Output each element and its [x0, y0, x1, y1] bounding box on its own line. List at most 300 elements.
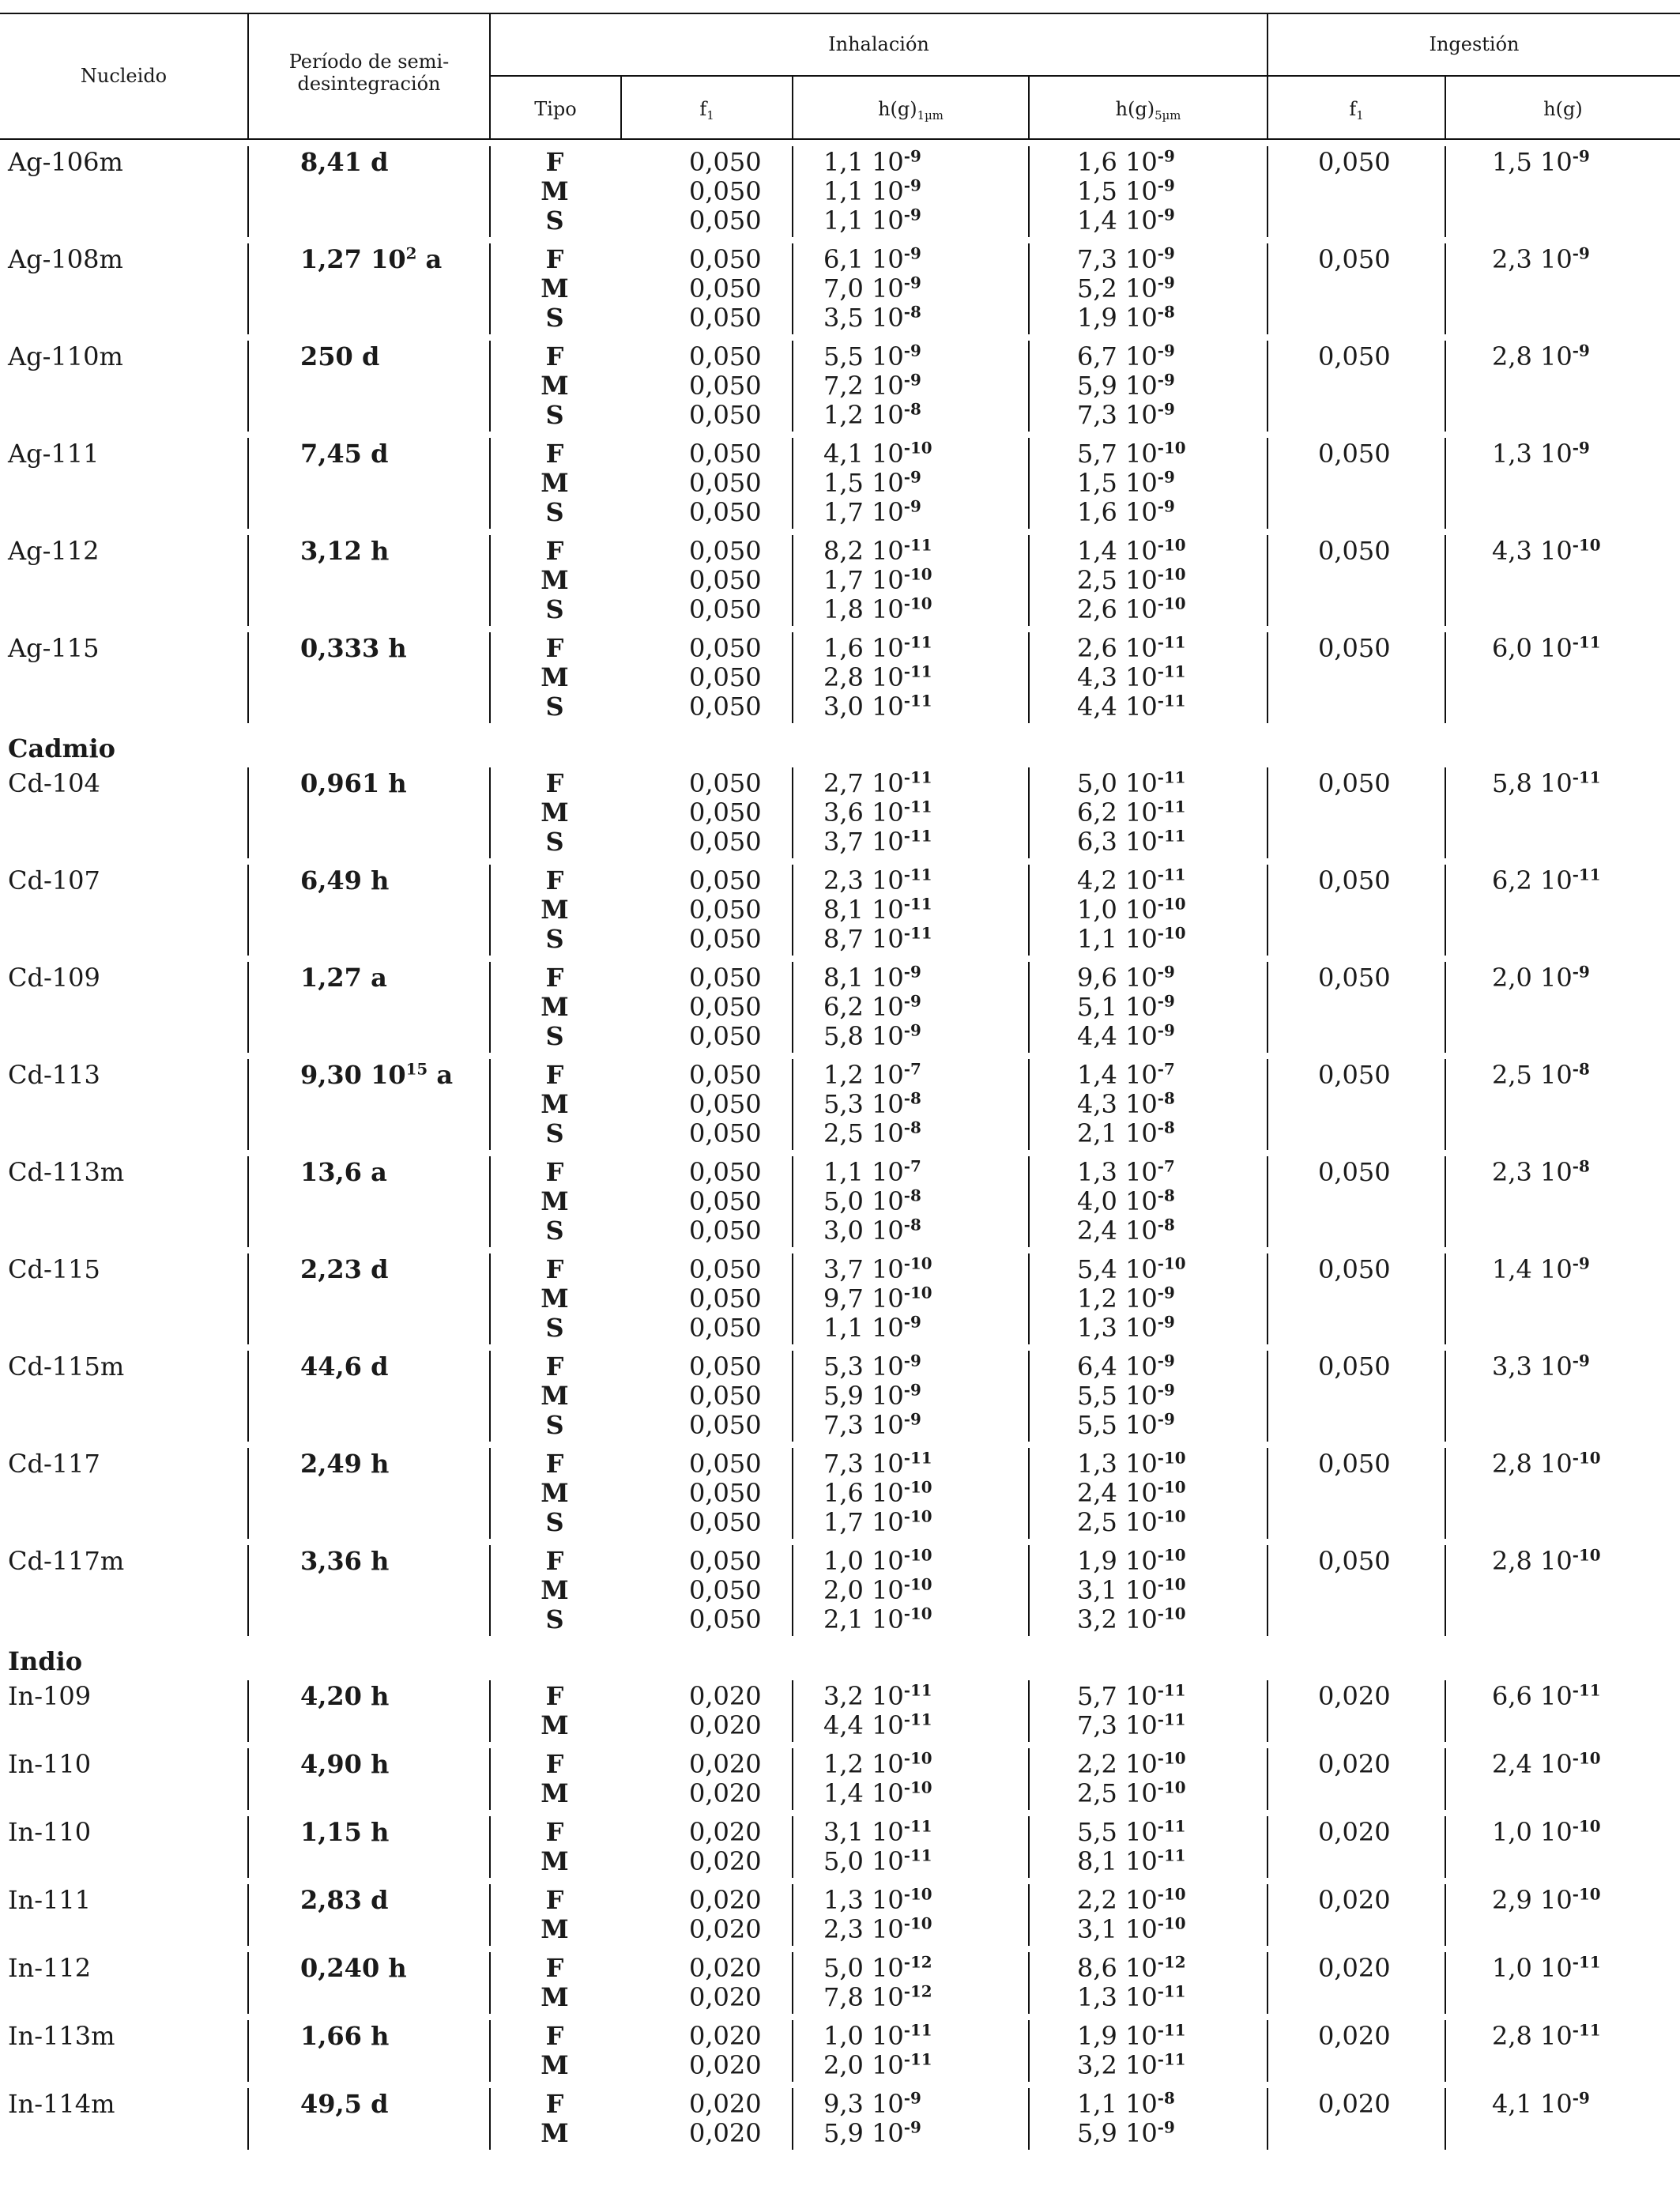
ingestion-dose-coeff: 2,5 $10^{-8}$	[1492, 1059, 1590, 1090]
inhalation-f1: 0,050	[689, 865, 762, 895]
half-life	[300, 634, 407, 663]
dose-coeff-5um: 3,2 $10^{-10}$	[1077, 1604, 1186, 1634]
dose-coeff-5um-exponent: -11	[1157, 2049, 1186, 2069]
ingestion-dose-coeff-exponent: -10	[1572, 1448, 1601, 1468]
column-divider	[1028, 1253, 1030, 1344]
half-life	[300, 1352, 388, 1382]
dose-coeff-1um-exponent: -11	[903, 691, 932, 711]
dose-coeff-1um-exponent: -9	[903, 205, 921, 224]
dose-coeff-1um: 1,2 $10^{-7}$	[823, 1059, 921, 1090]
half-life-exponent: 2	[405, 243, 417, 263]
section-heading: Indio	[8, 1646, 83, 1676]
column-divider	[1445, 865, 1446, 956]
dose-coeff-1um-mantissa: 8,7	[823, 924, 864, 954]
dose-coeff-5um-mantissa: 1,6	[1077, 497, 1117, 527]
dose-coeff-5um: 2,5 $10^{-10}$	[1077, 1777, 1186, 1808]
inhalation-f1: 0,050	[689, 797, 762, 827]
nuclide-name: Cd-117	[8, 1449, 100, 1479]
header-f1-ingestion-subscript: 1	[1356, 108, 1364, 123]
header-f1	[622, 96, 792, 124]
absorption-type: M	[541, 273, 569, 303]
column-divider	[1445, 1156, 1446, 1247]
column-divider	[1028, 1952, 1030, 2014]
inhalation-f1: 0,050	[689, 992, 762, 1022]
column-divider	[489, 2088, 491, 2150]
dose-coeff-1um-mantissa: 3,1	[823, 1817, 864, 1847]
dose-coeff-1um-mantissa: 3,5	[823, 303, 864, 333]
dose-coeff-1um-exponent: -11	[903, 767, 932, 787]
dose-coeff-1um-exponent: -10	[903, 1913, 932, 1933]
dose-coeff-5um-exponent: -9	[1157, 1283, 1175, 1302]
nuclide-name: In-112	[8, 1953, 92, 1983]
absorption-type: F	[545, 1681, 564, 1711]
absorption-type: S	[545, 303, 564, 333]
half-life-value: 49,5 d	[300, 2089, 389, 2119]
dose-coeff-5um-exponent: -9	[1157, 991, 1175, 1011]
nuclide-name: Cd-115m	[8, 1351, 125, 1382]
dose-coeff-1um-exponent: -9	[903, 2088, 921, 2108]
dose-coeff-5um: 1,0 $10^{-10}$	[1077, 894, 1186, 925]
dose-coeff-1um-exponent: -12	[903, 1952, 932, 1972]
dose-coeff-5um: 4,2 $10^{-11}$	[1077, 865, 1186, 895]
dose-coeff-5um: 7,3 $10^{-11}$	[1077, 1710, 1186, 1740]
dose-coeff-5um-mantissa: 1,5	[1077, 468, 1117, 498]
dose-coeff-5um: 1,4 $10^{-7}$	[1077, 1059, 1175, 1090]
column-divider	[792, 146, 793, 237]
column-divider	[247, 1059, 249, 1150]
ingestion-dose-coeff-mantissa: 2,3	[1492, 244, 1532, 274]
dose-coeff-5um: 2,4 $10^{-8}$	[1077, 1215, 1175, 1246]
absorption-type: S	[545, 594, 564, 624]
half-life-value: 44,6 d	[300, 1351, 389, 1382]
inhalation-f1: 0,050	[689, 1449, 762, 1479]
dose-coeff-1um: 1,0 $10^{-10}$	[823, 1545, 932, 1576]
dose-coeff-1um-exponent: -7	[903, 1156, 921, 1176]
column-divider	[792, 1545, 793, 1636]
ingestion-f1: 0,050	[1318, 439, 1391, 469]
column-divider	[1028, 2020, 1030, 2082]
dose-coeff-5um-mantissa: 5,9	[1077, 371, 1117, 401]
dose-coeff-1um: 5,3 $10^{-8}$	[823, 1088, 921, 1119]
column-divider	[489, 341, 491, 432]
column-divider	[1267, 1448, 1268, 1539]
column-divider	[489, 1748, 491, 1810]
header-h5	[1030, 96, 1267, 124]
dose-coeff-5um-exponent: -9	[1157, 1380, 1175, 1400]
ingestion-dose-coeff-exponent: -9	[1572, 1253, 1590, 1273]
dose-coeff-5um: 1,2 $10^{-9}$	[1077, 1283, 1175, 1314]
inhalation-f1: 0,050	[689, 1313, 762, 1343]
half-life-value: 0,240 h	[300, 1953, 407, 1983]
dose-coeff-5um-exponent: -11	[1157, 797, 1186, 816]
dose-coeff-1um-mantissa: 1,2	[823, 400, 864, 430]
dose-coeff-5um-mantissa: 1,6	[1077, 147, 1117, 177]
dose-coeff-5um: 5,0 $10^{-11}$	[1077, 767, 1186, 798]
column-divider	[1445, 2020, 1446, 2082]
dose-coeff-5um-mantissa: 6,3	[1077, 827, 1117, 857]
inhalation-f1: 0,050	[689, 371, 762, 401]
dose-coeff-5um: 7,3 $10^{-9}$	[1077, 243, 1175, 274]
half-life-value: 1,66 h	[300, 2021, 390, 2051]
dose-coeff-5um: 4,4 $10^{-11}$	[1077, 691, 1186, 722]
column-divider	[1267, 1156, 1268, 1247]
ingestion-dose-coeff-mantissa: 2,3	[1492, 1157, 1532, 1187]
dose-coeff-5um: 6,3 $10^{-11}$	[1077, 826, 1186, 857]
dose-coeff-1um-mantissa: 1,7	[823, 565, 864, 595]
column-divider	[1445, 2088, 1446, 2150]
ingestion-dose-coeff: 5,8 $10^{-11}$	[1492, 767, 1601, 798]
dose-coeff-1um-exponent: -10	[903, 1748, 932, 1768]
ingestion-dose-coeff-exponent: -9	[1572, 2088, 1590, 2108]
column-divider	[792, 341, 793, 432]
dose-coeff-1um-exponent: -10	[903, 438, 932, 458]
dose-coeff-1um-exponent: -9	[903, 1312, 921, 1332]
ingestion-dose-coeff: 2,8 $10^{-11}$	[1492, 2020, 1601, 2051]
column-divider	[792, 1253, 793, 1344]
dose-coeff-5um-exponent: -11	[1157, 2020, 1186, 2040]
absorption-type: S	[545, 1410, 564, 1440]
absorption-type: M	[541, 1381, 569, 1411]
dose-coeff-5um-exponent: -10	[1157, 564, 1186, 584]
column-divider	[489, 1816, 491, 1878]
ingestion-dose-coeff-exponent: -11	[1572, 1680, 1601, 1700]
dose-coeff-5um-mantissa: 1,0	[1077, 895, 1117, 925]
dose-coeff-1um: 4,1 $10^{-10}$	[823, 438, 932, 469]
column-divider	[1028, 243, 1030, 334]
column-divider	[1267, 1816, 1268, 1878]
absorption-type: S	[545, 1118, 564, 1148]
column-divider	[1267, 2020, 1268, 2082]
column-divider	[247, 243, 249, 334]
inhalation-f1: 0,050	[689, 1021, 762, 1051]
dose-coeff-1um: 1,5 $10^{-9}$	[823, 467, 921, 498]
dose-coeff-5um-exponent: -9	[1157, 146, 1175, 166]
dose-coeff-1um: 2,3 $10^{-11}$	[823, 865, 932, 895]
dose-coeff-5um-exponent: -7	[1157, 1156, 1175, 1176]
absorption-type: F	[545, 865, 564, 895]
dose-coeff-5um-exponent: -11	[1157, 1816, 1186, 1836]
ingestion-f1: 0,050	[1318, 341, 1391, 371]
inhalation-f1: 0,050	[689, 827, 762, 857]
column-divider	[1445, 1545, 1446, 1636]
half-life-value: 7,45 d	[300, 439, 389, 469]
dose-coeff-5um-exponent: -10	[1157, 1253, 1186, 1273]
column-divider	[1445, 1816, 1446, 1878]
dose-coeff-5um-mantissa: 2,4	[1077, 1478, 1117, 1508]
dose-coeff-5um: 1,3 $10^{-10}$	[1077, 1448, 1186, 1479]
dose-coeff-1um: 7,2 $10^{-9}$	[823, 370, 921, 401]
inhalation-f1: 0,050	[689, 1216, 762, 1246]
dose-coeff-1um: 1,3 $10^{-10}$	[823, 1884, 932, 1915]
dose-coeff-5um: 2,5 $10^{-10}$	[1077, 1506, 1186, 1537]
column-divider	[1267, 438, 1268, 529]
dose-coeff-5um-mantissa: 5,0	[1077, 768, 1117, 798]
dose-coeff-5um: 2,2 $10^{-10}$	[1077, 1748, 1186, 1779]
inhalation-f1: 0,020	[689, 1710, 762, 1740]
dose-coeff-5um: 1,9 $10^{-10}$	[1077, 1545, 1186, 1576]
dose-coeff-1um-exponent: -8	[903, 302, 921, 322]
dose-coeff-1um-mantissa: 4,1	[823, 439, 864, 469]
inhalation-f1: 0,050	[689, 468, 762, 498]
half-life	[300, 537, 389, 566]
column-divider	[489, 146, 491, 237]
inhalation-f1: 0,020	[689, 1846, 762, 1876]
column-divider	[1267, 1680, 1268, 1742]
inhalation-f1: 0,050	[689, 633, 762, 663]
column-divider	[792, 865, 793, 956]
dose-coeff-5um: 4,3 $10^{-11}$	[1077, 662, 1186, 692]
header-f1-symbol: f	[699, 98, 707, 120]
column-divider	[1445, 438, 1446, 529]
ingestion-dose-coeff-exponent: -11	[1572, 632, 1601, 652]
ingestion-dose-coeff-mantissa: 2,8	[1492, 2021, 1532, 2051]
dose-coeff-1um: 5,9 $10^{-9}$	[823, 2117, 921, 2148]
absorption-type: F	[545, 2089, 564, 2119]
inhalation-f1: 0,050	[689, 1381, 762, 1411]
dose-coeff-1um-mantissa: 5,9	[823, 2118, 864, 2148]
column-divider	[792, 1816, 793, 1878]
dose-coeff-1um-mantissa: 3,6	[823, 797, 864, 827]
dose-coeff-1um-exponent: -9	[903, 496, 921, 516]
absorption-type: S	[545, 1313, 564, 1343]
dose-coeff-1um-exponent: -11	[903, 894, 932, 914]
dose-coeff-1um-exponent: -11	[903, 535, 932, 555]
half-life-exponent: 15	[405, 1059, 428, 1079]
ingestion-f1: 0,050	[1318, 633, 1391, 663]
dose-coeff-5um: 2,2 $10^{-10}$	[1077, 1884, 1186, 1915]
header-h1-symbol: h(g)	[878, 98, 917, 120]
ingestion-f1: 0,020	[1318, 1885, 1391, 1915]
absorption-type: F	[545, 1157, 564, 1187]
inhalation-f1: 0,050	[689, 662, 762, 692]
dose-coeff-5um-mantissa: 4,2	[1077, 865, 1117, 895]
dose-coeff-1um: 8,7 $10^{-11}$	[823, 923, 932, 954]
dose-coeff-1um-mantissa: 8,1	[823, 895, 864, 925]
absorption-type: F	[545, 341, 564, 371]
absorption-type: F	[545, 1817, 564, 1847]
dose-coeff-1um-exponent: -10	[903, 594, 932, 613]
ingestion-dose-coeff-exponent: -9	[1572, 962, 1590, 982]
column-divider	[1028, 146, 1030, 237]
ingestion-dose-coeff: 1,4 $10^{-9}$	[1492, 1253, 1590, 1284]
half-life	[300, 1061, 453, 1090]
nuclide-name: Ag-106m	[8, 147, 123, 177]
column-divider	[1267, 1748, 1268, 1810]
half-life	[300, 866, 389, 895]
column-divider	[489, 865, 491, 956]
absorption-type: F	[545, 147, 564, 177]
column-divider	[1028, 632, 1030, 723]
half-life	[300, 342, 379, 371]
dose-coeff-5um-exponent: -9	[1157, 399, 1175, 419]
dose-coeff-1um-mantissa: 1,6	[823, 633, 864, 663]
dose-coeff-5um-exponent: -9	[1157, 467, 1175, 487]
dose-coeff-1um: 5,9 $10^{-9}$	[823, 1380, 921, 1411]
column-divider	[489, 438, 491, 529]
absorption-type: M	[541, 797, 569, 827]
absorption-type: M	[541, 371, 569, 401]
dose-coeff-5um-mantissa: 2,6	[1077, 594, 1117, 624]
dose-coeff-5um-mantissa: 1,4	[1077, 536, 1117, 566]
ingestion-dose-coeff: 2,4 $10^{-10}$	[1492, 1748, 1601, 1779]
half-life	[300, 245, 442, 274]
inhalation-f1: 0,050	[689, 176, 762, 206]
dose-coeff-1um-exponent: -11	[903, 923, 932, 943]
dose-coeff-5um-mantissa: 5,2	[1077, 273, 1117, 303]
dose-coeff-1um-exponent: -9	[903, 243, 921, 263]
column-divider	[489, 1545, 491, 1636]
dose-coeff-5um-exponent: -11	[1157, 767, 1186, 787]
ingestion-f1: 0,050	[1318, 865, 1391, 895]
dose-coeff-1um-exponent: -9	[903, 341, 921, 360]
ingestion-f1: 0,050	[1318, 963, 1391, 993]
half-life-value: 2,49 h	[300, 1449, 390, 1479]
ingestion-dose-coeff-exponent: -11	[1572, 767, 1601, 787]
ingestion-dose-coeff-mantissa: 2,4	[1492, 1749, 1532, 1779]
column-divider	[1445, 535, 1446, 626]
inhalation-f1: 0,050	[689, 244, 762, 274]
inhalation-subheader-rule	[489, 75, 1680, 77]
column-divider	[792, 632, 793, 723]
header-tipo: Tipo	[534, 98, 577, 120]
column-divider	[792, 1059, 793, 1150]
inhalation-f1: 0,050	[689, 924, 762, 954]
column-divider	[1028, 767, 1030, 858]
header-nucleido: Nucleido	[80, 65, 168, 87]
absorption-type: S	[545, 1507, 564, 1537]
ingestion-dose-coeff-exponent: -9	[1572, 146, 1590, 166]
column-divider	[792, 962, 793, 1053]
column-divider	[1028, 962, 1030, 1053]
inhalation-f1: 0,020	[689, 1778, 762, 1808]
column-divider	[247, 2088, 249, 2150]
dose-coeff-5um-mantissa: 6,4	[1077, 1351, 1117, 1382]
column-divider	[247, 1748, 249, 1810]
dose-coeff-5um-mantissa: 1,3	[1077, 1982, 1117, 2012]
inhalation-f1: 0,020	[689, 1681, 762, 1711]
dose-coeff-5um-exponent: -12	[1157, 1952, 1186, 1972]
column-divider	[1267, 146, 1268, 237]
dose-coeff-1um-mantissa: 1,6	[823, 1478, 864, 1508]
dose-coeff-1um: 2,7 $10^{-11}$	[823, 767, 932, 798]
ingestion-dose-coeff-mantissa: 4,3	[1492, 536, 1532, 566]
dose-coeff-5um-mantissa: 8,1	[1077, 1846, 1117, 1876]
dose-coeff-5um: 2,5 $10^{-10}$	[1077, 564, 1186, 595]
dose-coeff-5um-exponent: -10	[1157, 1574, 1186, 1594]
dose-coeff-1um: 1,1 $10^{-7}$	[823, 1156, 921, 1187]
nuclide-name: Cd-117m	[8, 1546, 125, 1576]
half-life	[300, 963, 387, 993]
nuclide-name: Ag-110m	[8, 341, 123, 371]
dose-coeff-1um-exponent: -11	[903, 1448, 932, 1468]
inhalation-f1: 0,050	[689, 439, 762, 469]
absorption-type: M	[541, 1186, 569, 1216]
ingestion-dose-coeff-exponent: -10	[1572, 1816, 1601, 1836]
absorption-type: M	[541, 1478, 569, 1508]
ingestion-dose-coeff-exponent: -8	[1572, 1156, 1590, 1176]
dose-coeff-5um-exponent: -10	[1157, 1884, 1186, 1904]
dose-coeff-5um: 8,1 $10^{-11}$	[1077, 1845, 1186, 1876]
dose-coeff-5um: 1,4 $10^{-10}$	[1077, 535, 1186, 566]
dose-coeff-5um-mantissa: 4,4	[1077, 692, 1117, 722]
dose-coeff-5um-exponent: -9	[1157, 496, 1175, 516]
inhalation-f1: 0,050	[689, 147, 762, 177]
dose-coeff-5um-mantissa: 5,5	[1077, 1381, 1117, 1411]
dose-coeff-1um-exponent: -10	[903, 1777, 932, 1797]
dose-coeff-1um: 1,1 $10^{-9}$	[823, 205, 921, 236]
column-divider	[1267, 1545, 1268, 1636]
ingestion-dose-coeff-mantissa: 2,8	[1492, 1449, 1532, 1479]
inhalation-f1: 0,020	[689, 1953, 762, 1983]
dose-coeff-5um-mantissa: 2,1	[1077, 1118, 1117, 1148]
absorption-type: M	[541, 895, 569, 925]
dose-coeff-5um-exponent: -10	[1157, 1545, 1186, 1565]
column-divider	[247, 1680, 249, 1742]
ingestion-dose-coeff-mantissa: 3,3	[1492, 1351, 1532, 1382]
dose-coeff-1um-exponent: -9	[903, 370, 921, 390]
ingestion-dose-coeff: 2,3 $10^{-9}$	[1492, 243, 1590, 274]
nuclide-name: In-113m	[8, 2021, 115, 2051]
dose-coeff-5um-mantissa: 5,7	[1077, 439, 1117, 469]
dose-coeff-5um-exponent: -9	[1157, 1312, 1175, 1332]
column-divider	[1445, 1748, 1446, 1810]
half-life	[300, 148, 388, 177]
dose-coeff-5um: 5,5 $10^{-11}$	[1077, 1816, 1186, 1847]
ingestion-dose-coeff-exponent: -9	[1572, 341, 1590, 360]
ingestion-dose-coeff-mantissa: 6,0	[1492, 633, 1532, 663]
dose-coeff-1um: 5,0 $10^{-11}$	[823, 1845, 932, 1876]
inhalation-f1: 0,020	[689, 1982, 762, 2012]
inhalation-f1: 0,050	[689, 273, 762, 303]
column-divider	[1267, 1253, 1268, 1344]
ingestion-dose-coeff: 1,0 $10^{-10}$	[1492, 1816, 1601, 1847]
dose-coeff-5um: 1,1 $10^{-8}$	[1077, 2088, 1175, 2119]
dose-coeff-1um-mantissa: 2,7	[823, 768, 864, 798]
absorption-type: M	[541, 1914, 569, 1944]
dose-coeff-1um: 5,0 $10^{-12}$	[823, 1952, 932, 1983]
dose-coeff-5um: 1,9 $10^{-8}$	[1077, 302, 1175, 333]
dose-coeff-1um-mantissa: 6,2	[823, 992, 864, 1022]
ingestion-f1: 0,050	[1318, 1449, 1391, 1479]
dose-coeff-1um: 5,8 $10^{-9}$	[823, 1020, 921, 1051]
header-f1-ingestion-symbol: f	[1349, 98, 1357, 120]
column-divider	[1445, 146, 1446, 237]
dose-coeff-1um-mantissa: 2,1	[823, 1604, 864, 1634]
ingestion-dose-coeff-mantissa: 2,9	[1492, 1885, 1532, 1915]
absorption-type: M	[541, 1710, 569, 1740]
dose-coeff-1um: 3,7 $10^{-11}$	[823, 826, 932, 857]
dose-coeff-5um-mantissa: 1,4	[1077, 1060, 1117, 1090]
dose-coeff-5um-exponent: -11	[1157, 1981, 1186, 2001]
dose-coeff-1um-exponent: -9	[903, 1380, 921, 1400]
absorption-type: S	[545, 400, 564, 430]
dose-coeff-5um-exponent: -9	[1157, 205, 1175, 224]
dose-coeff-5um-mantissa: 6,7	[1077, 341, 1117, 371]
inhalation-f1: 0,050	[689, 1478, 762, 1508]
dose-coeff-1um-exponent: -9	[903, 1351, 921, 1370]
half-life	[300, 1818, 389, 1847]
dose-coeff-1um: 9,3 $10^{-9}$	[823, 2088, 921, 2119]
dose-coeff-5um-mantissa: 2,5	[1077, 1778, 1117, 1808]
ingestion-dose-coeff-mantissa: 1,0	[1492, 1953, 1532, 1983]
nuclide-name: Ag-112	[8, 536, 100, 566]
dose-coeff-5um-mantissa: 2,5	[1077, 1507, 1117, 1537]
inhalation-f1: 0,050	[689, 1546, 762, 1576]
dose-coeff-5um-mantissa: 1,1	[1077, 2089, 1117, 2119]
ingestion-dose-coeff: 6,2 $10^{-11}$	[1492, 865, 1601, 895]
column-divider	[1267, 1351, 1268, 1442]
ingestion-f1: 0,050	[1318, 244, 1391, 274]
